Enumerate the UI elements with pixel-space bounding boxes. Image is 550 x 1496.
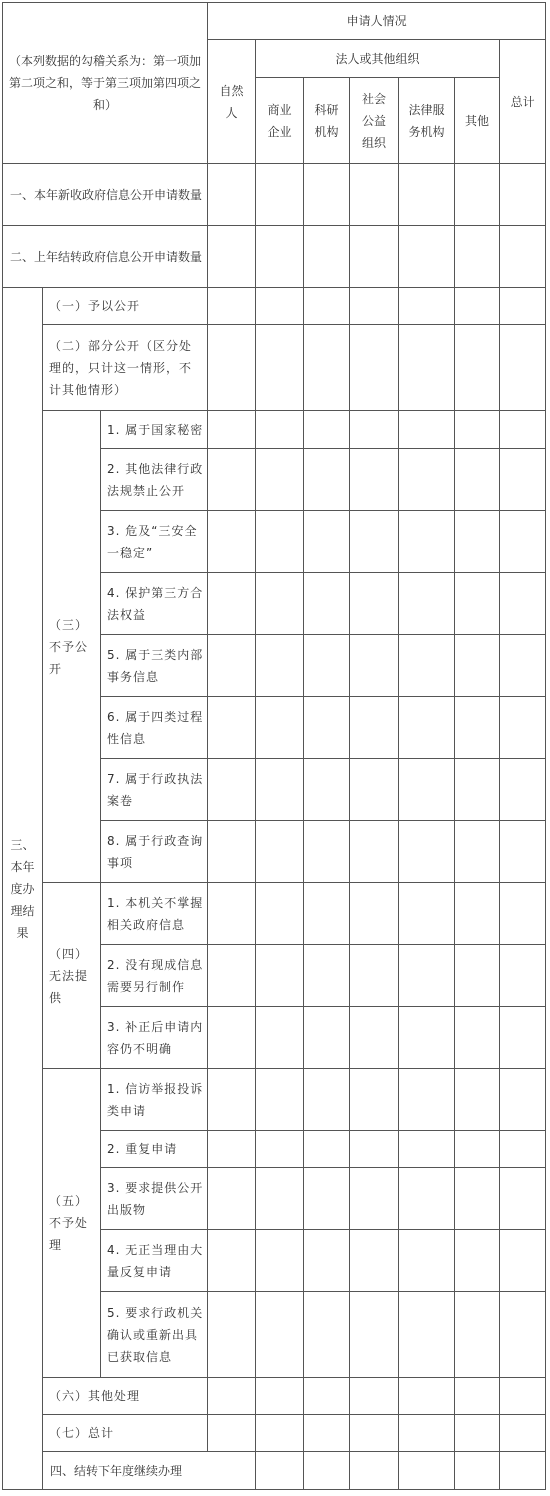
- empty-count-cell: [304, 325, 350, 411]
- empty-count-cell: [208, 1168, 256, 1230]
- empty-count-cell: [455, 288, 500, 325]
- empty-count-cell: [399, 288, 455, 325]
- header-note-cell: [3, 3, 208, 164]
- empty-count-cell: [500, 1415, 546, 1452]
- empty-count-cell: [399, 759, 455, 821]
- empty-count-cell: [500, 411, 546, 449]
- empty-count-cell: [350, 164, 399, 226]
- empty-count-cell: [500, 164, 546, 226]
- empty-count-cell: [304, 1378, 350, 1415]
- empty-count-cell: [256, 411, 304, 449]
- not-processed-item: 2. 重复申请: [101, 1131, 208, 1168]
- empty-count-cell: [256, 1007, 304, 1069]
- empty-count-cell: [350, 573, 399, 635]
- row-unable-to-provide-label: （四）无法提供: [43, 883, 101, 1069]
- not-disclosed-item: 5. 属于三类内部事务信息: [101, 635, 208, 697]
- empty-count-cell: [256, 1168, 304, 1230]
- empty-count-cell: [500, 226, 546, 288]
- empty-count-cell: [208, 449, 256, 511]
- empty-count-cell: [304, 411, 350, 449]
- empty-count-cell: [350, 511, 399, 573]
- empty-count-cell: [256, 1415, 304, 1452]
- empty-count-cell: [455, 1168, 500, 1230]
- row-new-applications: 一、本年新收政府信息公开申请数量: [3, 164, 208, 226]
- empty-count-cell: [304, 1007, 350, 1069]
- empty-count-cell: [455, 226, 500, 288]
- empty-count-cell: [304, 1168, 350, 1230]
- natural-person-header: 自然人: [208, 40, 256, 164]
- not-disclosed-item: 6. 属于四类过程性信息: [101, 697, 208, 759]
- empty-count-cell: [455, 883, 500, 945]
- empty-count-cell: [256, 821, 304, 883]
- empty-count-cell: [455, 573, 500, 635]
- empty-count-cell: [350, 1131, 399, 1168]
- empty-count-cell: [208, 697, 256, 759]
- empty-count-cell: [399, 1230, 455, 1292]
- empty-count-cell: [256, 1292, 304, 1378]
- empty-count-cell: [455, 1415, 500, 1452]
- empty-count-cell: [304, 511, 350, 573]
- empty-count-cell: [399, 411, 455, 449]
- empty-count-cell: [208, 164, 256, 226]
- empty-count-cell: [399, 1415, 455, 1452]
- empty-count-cell: [256, 1230, 304, 1292]
- empty-count-cell: [256, 883, 304, 945]
- empty-count-cell: [350, 411, 399, 449]
- not-processed-item: 1. 信访举报投诉类申请: [101, 1069, 208, 1131]
- empty-count-cell: [256, 697, 304, 759]
- empty-count-cell: [350, 1007, 399, 1069]
- empty-count-cell: [208, 1230, 256, 1292]
- empty-count-cell: [399, 449, 455, 511]
- empty-count-cell: [500, 1452, 546, 1490]
- empty-count-cell: [399, 511, 455, 573]
- empty-count-cell: [350, 635, 399, 697]
- empty-count-cell: [256, 325, 304, 411]
- business-header: 商业企业: [256, 78, 304, 164]
- empty-count-cell: [256, 759, 304, 821]
- empty-count-cell: [304, 226, 350, 288]
- empty-count-cell: [500, 945, 546, 1007]
- empty-count-cell: [350, 1069, 399, 1131]
- empty-count-cell: [350, 449, 399, 511]
- empty-count-cell: [208, 573, 256, 635]
- not-processed-item: 5. 要求行政机关确认或重新出具已获取信息: [101, 1292, 208, 1378]
- empty-count-cell: [399, 1069, 455, 1131]
- empty-count-cell: [256, 1131, 304, 1168]
- empty-count-cell: [208, 759, 256, 821]
- empty-count-cell: [455, 821, 500, 883]
- empty-count-cell: [256, 635, 304, 697]
- empty-count-cell: [256, 945, 304, 1007]
- empty-count-cell: [304, 1452, 350, 1490]
- empty-count-cell: [455, 1131, 500, 1168]
- not-disclosed-item: 4. 保护第三方合法权益: [101, 573, 208, 635]
- row-not-processed-label: （五）不予处理: [43, 1069, 101, 1378]
- empty-count-cell: [350, 1292, 399, 1378]
- empty-count-cell: [304, 635, 350, 697]
- row-carry-forward: 四、结转下年度继续办理: [43, 1452, 256, 1490]
- empty-count-cell: [208, 945, 256, 1007]
- empty-count-cell: [208, 821, 256, 883]
- empty-count-cell: [256, 288, 304, 325]
- empty-count-cell: [455, 759, 500, 821]
- empty-count-cell: [500, 821, 546, 883]
- empty-count-cell: [350, 1230, 399, 1292]
- empty-count-cell: [399, 325, 455, 411]
- empty-count-cell: [455, 1378, 500, 1415]
- empty-count-cell: [500, 1292, 546, 1378]
- empty-count-cell: [500, 883, 546, 945]
- empty-count-cell: [455, 325, 500, 411]
- empty-count-cell: [208, 511, 256, 573]
- not-disclosed-item: 7. 属于行政执法案卷: [101, 759, 208, 821]
- empty-count-cell: [399, 821, 455, 883]
- empty-count-cell: [399, 164, 455, 226]
- empty-count-cell: [304, 945, 350, 1007]
- empty-count-cell: [500, 1378, 546, 1415]
- empty-count-cell: [500, 511, 546, 573]
- empty-count-cell: [500, 635, 546, 697]
- empty-count-cell: [208, 883, 256, 945]
- empty-count-cell: [304, 1069, 350, 1131]
- empty-count-cell: [350, 226, 399, 288]
- empty-count-cell: [399, 1168, 455, 1230]
- empty-count-cell: [256, 226, 304, 288]
- information-disclosure-statistics-table: [2, 2, 546, 1490]
- empty-count-cell: [350, 325, 399, 411]
- empty-count-cell: [208, 325, 256, 411]
- empty-count-cell: [350, 1378, 399, 1415]
- empty-count-cell: [350, 697, 399, 759]
- not-disclosed-item: 2. 其他法律行政法规禁止公开: [101, 449, 208, 511]
- row-other-handling: （六）其他处理: [43, 1378, 208, 1415]
- research-header: 科研机构: [304, 78, 350, 164]
- empty-count-cell: [208, 635, 256, 697]
- empty-count-cell: [350, 759, 399, 821]
- empty-count-cell: [500, 288, 546, 325]
- row-not-disclosed-label: （三）不予公开: [43, 411, 101, 883]
- empty-count-cell: [455, 635, 500, 697]
- not-processed-item: 4. 无正当理由大量反复申请: [101, 1230, 208, 1292]
- empty-count-cell: [399, 697, 455, 759]
- empty-count-cell: [399, 1452, 455, 1490]
- not-disclosed-item: 1. 属于国家秘密: [101, 411, 208, 449]
- unable-to-provide-item: 2. 没有现成信息需要另行制作: [101, 945, 208, 1007]
- empty-count-cell: [399, 1378, 455, 1415]
- empty-count-cell: [350, 883, 399, 945]
- empty-count-cell: [350, 821, 399, 883]
- empty-count-cell: [500, 325, 546, 411]
- total-header: 总计: [500, 40, 546, 164]
- empty-count-cell: [455, 1230, 500, 1292]
- empty-count-cell: [208, 1131, 256, 1168]
- empty-count-cell: [500, 1007, 546, 1069]
- empty-count-cell: [399, 883, 455, 945]
- legal-service-header: 法律服务机构: [399, 78, 455, 164]
- row-results-label: 三、本年度办理结果: [3, 288, 43, 1490]
- empty-count-cell: [350, 1415, 399, 1452]
- empty-count-cell: [208, 288, 256, 325]
- empty-count-cell: [304, 883, 350, 945]
- empty-count-cell: [304, 1230, 350, 1292]
- empty-count-cell: [256, 1378, 304, 1415]
- empty-count-cell: [500, 697, 546, 759]
- empty-count-cell: [350, 945, 399, 1007]
- empty-count-cell: [256, 1452, 304, 1490]
- empty-count-cell: [256, 449, 304, 511]
- empty-count-cell: [455, 411, 500, 449]
- empty-count-cell: [500, 1069, 546, 1131]
- empty-count-cell: [208, 1069, 256, 1131]
- empty-count-cell: [455, 1069, 500, 1131]
- applicant-header: 申请人情况: [208, 3, 546, 40]
- other-header: 其他: [455, 78, 500, 164]
- row-partially-disclosed: （二）部分公开（区分处理的，只计这一情形，不计其他情形）: [43, 325, 208, 411]
- row-disclosed: （一）予以公开: [43, 288, 208, 325]
- empty-count-cell: [399, 1007, 455, 1069]
- empty-count-cell: [256, 511, 304, 573]
- empty-count-cell: [500, 449, 546, 511]
- empty-count-cell: [500, 573, 546, 635]
- empty-count-cell: [304, 1415, 350, 1452]
- empty-count-cell: [304, 288, 350, 325]
- empty-count-cell: [399, 1292, 455, 1378]
- header-note: （本列数据的勾稽关系为：第一项加第二项之和，等于第三项加第四项之和）: [9, 54, 202, 112]
- empty-count-cell: [500, 1230, 546, 1292]
- empty-count-cell: [208, 1292, 256, 1378]
- unable-to-provide-item: 3. 补正后申请内容仍不明确: [101, 1007, 208, 1069]
- empty-count-cell: [399, 226, 455, 288]
- empty-count-cell: [455, 511, 500, 573]
- empty-count-cell: [304, 697, 350, 759]
- legal-group-header: 法人或其他组织: [256, 40, 500, 78]
- empty-count-cell: [455, 697, 500, 759]
- empty-count-cell: [256, 1069, 304, 1131]
- empty-count-cell: [455, 945, 500, 1007]
- public-welfare-header: 社会公益组织: [350, 78, 399, 164]
- empty-count-cell: [208, 226, 256, 288]
- not-disclosed-item: 8. 属于行政查询事项: [101, 821, 208, 883]
- empty-count-cell: [304, 821, 350, 883]
- empty-count-cell: [399, 945, 455, 1007]
- empty-count-cell: [500, 1168, 546, 1230]
- empty-count-cell: [455, 1007, 500, 1069]
- empty-count-cell: [304, 573, 350, 635]
- empty-count-cell: [208, 411, 256, 449]
- empty-count-cell: [500, 759, 546, 821]
- empty-count-cell: [399, 573, 455, 635]
- unable-to-provide-item: 1. 本机关不掌握相关政府信息: [101, 883, 208, 945]
- row-subtotal: （七）总计: [43, 1415, 208, 1452]
- empty-count-cell: [455, 1292, 500, 1378]
- empty-count-cell: [455, 1452, 500, 1490]
- empty-count-cell: [208, 1378, 256, 1415]
- empty-count-cell: [455, 164, 500, 226]
- empty-count-cell: [304, 1131, 350, 1168]
- empty-count-cell: [500, 1131, 546, 1168]
- empty-count-cell: [304, 449, 350, 511]
- empty-count-cell: [350, 1168, 399, 1230]
- not-disclosed-item: 3. 危及“三安全一稳定”: [101, 511, 208, 573]
- empty-count-cell: [304, 164, 350, 226]
- empty-count-cell: [304, 759, 350, 821]
- empty-count-cell: [304, 1292, 350, 1378]
- empty-count-cell: [399, 635, 455, 697]
- row-carried-over: 二、上年结转政府信息公开申请数量: [3, 226, 208, 288]
- empty-count-cell: [350, 288, 399, 325]
- empty-count-cell: [455, 449, 500, 511]
- empty-count-cell: [208, 1415, 256, 1452]
- empty-count-cell: [256, 164, 304, 226]
- empty-count-cell: [350, 1452, 399, 1490]
- empty-count-cell: [256, 573, 304, 635]
- not-processed-item: 3. 要求提供公开出版物: [101, 1168, 208, 1230]
- empty-count-cell: [208, 1007, 256, 1069]
- empty-count-cell: [399, 1131, 455, 1168]
